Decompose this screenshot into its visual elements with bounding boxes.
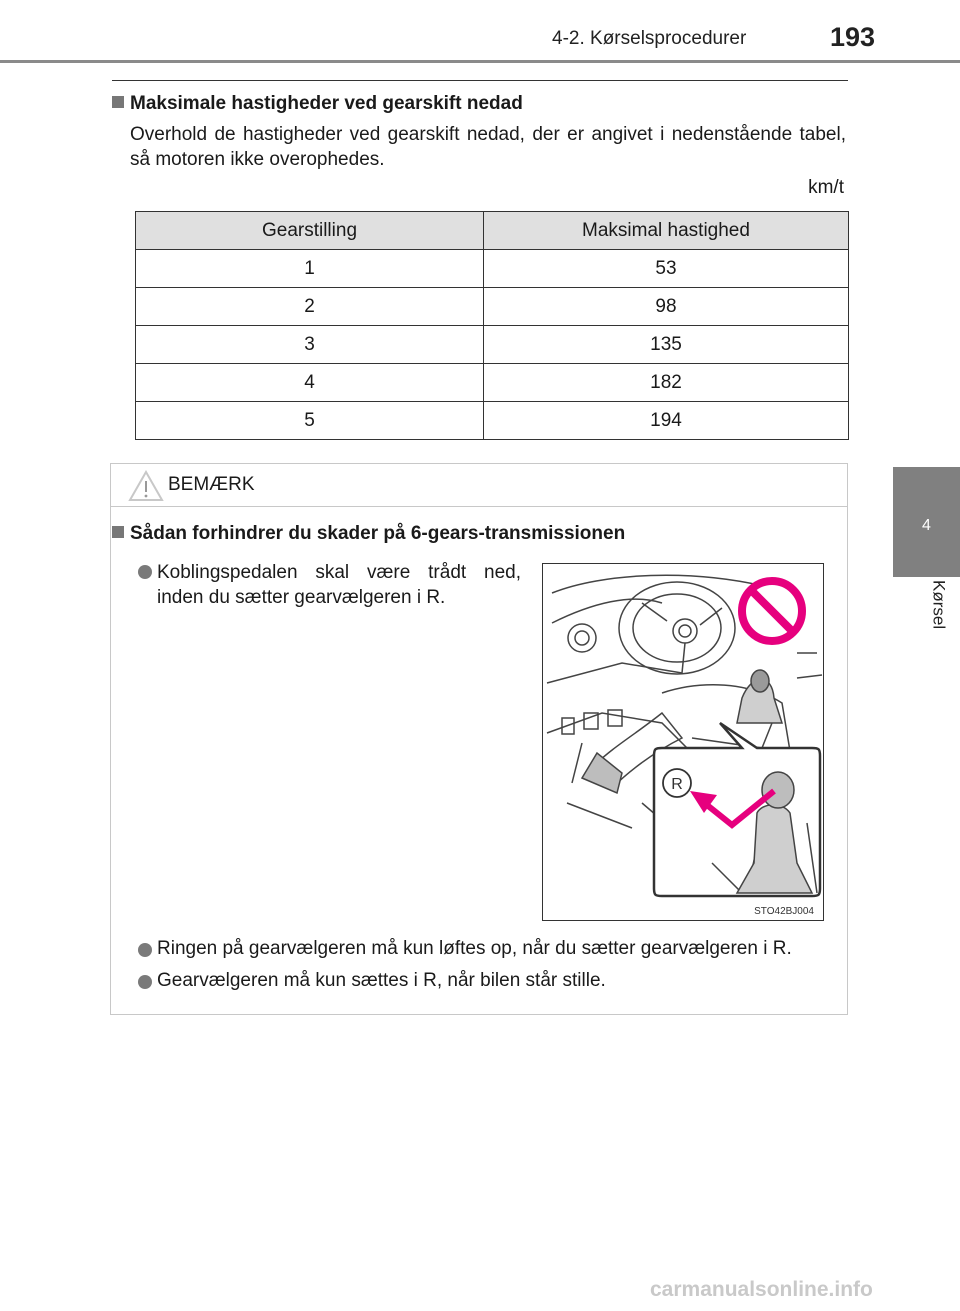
- chapter-title: Kørsel: [929, 580, 949, 630]
- square-bullet-icon: [112, 96, 124, 108]
- header-rule: [0, 60, 960, 63]
- chapter-number: 4: [922, 517, 931, 534]
- note-title: BEMÆRK: [168, 474, 255, 495]
- watermark: carmanualsonline.info: [650, 1278, 873, 1301]
- gear-cell: 1: [136, 250, 484, 288]
- table-header-row: [136, 212, 849, 250]
- section-heading: [112, 93, 523, 115]
- square-bullet-icon: [112, 526, 124, 538]
- speed-cell: 53: [484, 250, 849, 288]
- gear-cell: 2: [136, 288, 484, 326]
- note-bullet: Gearvælgeren må kun sættes i R, når bilen står stille.: [157, 970, 606, 991]
- chapter-tab: [893, 467, 960, 577]
- gear-cell: 5: [136, 402, 484, 440]
- table-row: [136, 288, 849, 326]
- gear-cell: 3: [136, 326, 484, 364]
- note-bullet: Ringen på gearvælgeren må kun løftes op, når du sætter gearvælgeren i R.: [157, 938, 792, 959]
- note-bullet: Koblingspedalen skal være trådt ned, inden du sætter gearvælgeren i R.: [157, 562, 521, 608]
- table-header-speed: Maksimal hastighed: [484, 212, 849, 250]
- section-rule: [112, 80, 848, 81]
- bullet-dot-icon: [138, 975, 152, 989]
- speed-cell: 182: [484, 364, 849, 402]
- bullet-dot-icon: [138, 565, 152, 579]
- bullet-dot-icon: [138, 943, 152, 957]
- speed-cell: 194: [484, 402, 849, 440]
- table-row: [136, 364, 849, 402]
- speed-table: [135, 211, 849, 440]
- warning-icon: [128, 470, 164, 502]
- table-row: [136, 402, 849, 440]
- header-section-title: 4-2. Kørselsprocedurer: [552, 28, 747, 49]
- gear-shift-illustration: [542, 563, 824, 921]
- unit-label: km/t: [808, 177, 844, 198]
- table-row: [136, 250, 849, 288]
- page-number: 193: [830, 22, 876, 52]
- note-heading: [112, 523, 625, 545]
- illustration-code: STO42BJ004: [754, 906, 814, 917]
- table-header-gear: Gearstilling: [136, 212, 484, 250]
- table-row: [136, 326, 849, 364]
- speed-cell: 135: [484, 326, 849, 364]
- note-heading-text: Sådan forhindrer du skader på 6-gears-transmissionen: [130, 523, 626, 544]
- section-heading-text: Maksimale hastigheder ved gearskift nedad: [130, 93, 523, 114]
- gear-cell: 4: [136, 364, 484, 402]
- gear-r-label: R: [671, 776, 683, 793]
- section-body: Overhold de hastigheder ved gearskift nedad, der er angivet i nedenstående tabel, så motoren ikke overophedes.: [130, 124, 846, 170]
- speed-cell: 98: [484, 288, 849, 326]
